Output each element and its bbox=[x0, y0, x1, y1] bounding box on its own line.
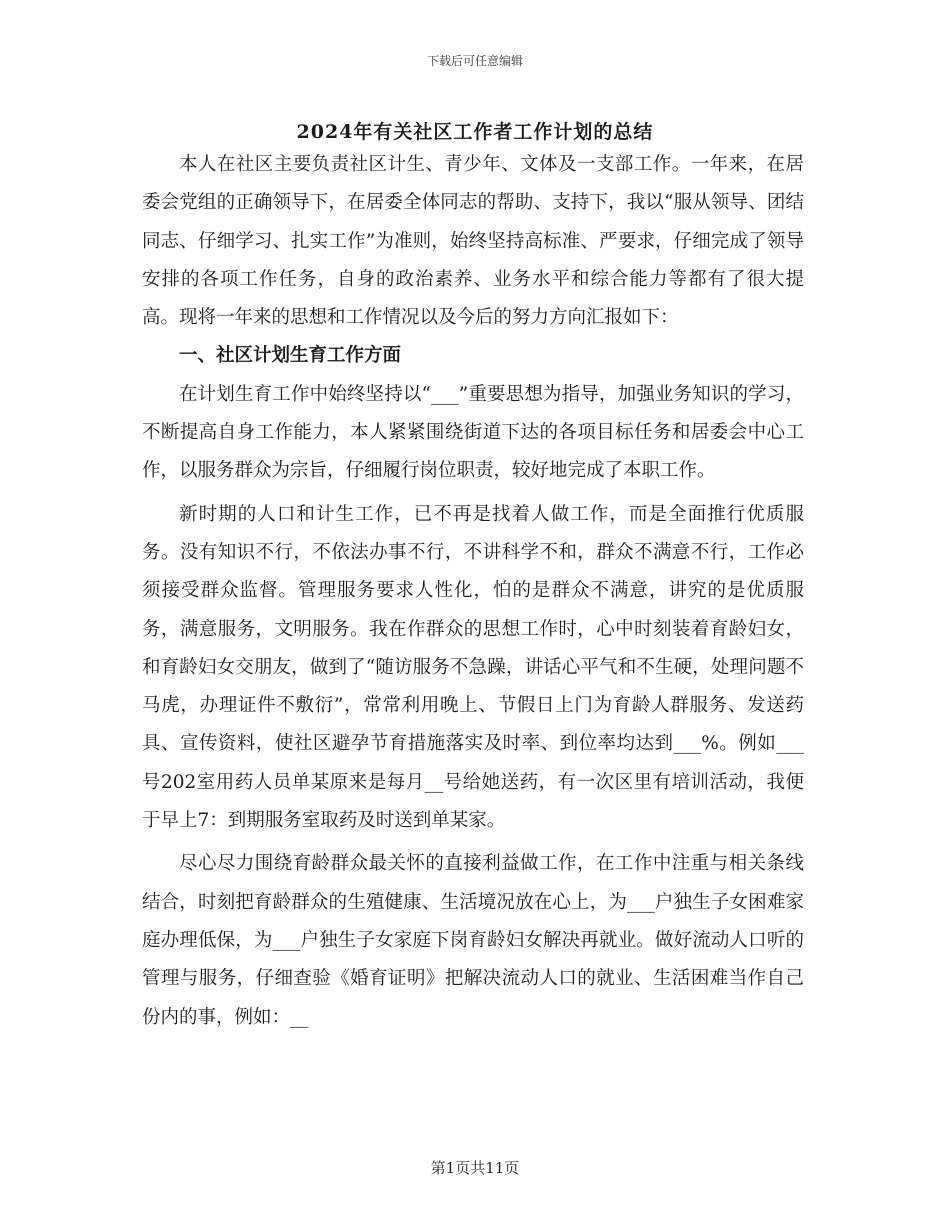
section-heading: 一、社区计划生育工作方面 bbox=[179, 345, 402, 367]
paragraph-3: 尽心尽力围绕育龄群众最关怀的直接利益做工作，在工作中注重与相关条线结合，时刻把育龄群众的生殖健康、生活境况放在心上，为___户独生子女困难家庭办理低保，为___户独生子女家庭下岗育龄妇女解决再就业。做好流动人口听的管理与服务，仔细查验《婚育证明》把解决流动人口的就业、生活困难当作自己份内的事，例如：__ bbox=[142, 853, 804, 1028]
paragraph-1: 在计划生育工作中始终坚持以“___”重要思想为指导，加强业务知识的学习，不断提高自身工作能力，本人紧紧围绕街道下达的各项目标任务和居委会中心工作，以服务群众为宗旨，仔细履行岗位职责，较好地完成了本职工作。 bbox=[142, 383, 804, 482]
paragraph-2: 新时期的人口和计生工作，已不再是找着人做工作，而是全面推行优质服务。没有知识不行，不依法办事不行，不讲科学不和，群众不满意不行，工作必须接受群众监督。管理服务要求人性化，怕的是群众不满意，讲究的是优质服务，满意服务，文明服务。我在作群众的思想工作时，心中时刻装着育龄妇女，和育龄妇女交朋友，做到了“随访服务不急躁，讲话心平气和不生硬，处理问题不马虎，办理证件不敷衍”，常常利用晚上、节假日上门为育龄人群服务、发送药具、宣传资料，使社区避孕节育措施落实及时率、到位率均达到___%。例如___号202室用药人员单某原来是每月__号给她送药，有一次区里有培训活动，我便于早上7：到期服务室取药及时送到单某家。 bbox=[142, 503, 804, 832]
paragraph-intro: 本人在社区主要负责社区计生、青少年、文体及一支部工作。一年来，在居委会党组的正确领导下，在居委全体同志的帮助、支持下，我以“服从领导、团结同志、仔细学习、扎实工作”为准则，始终坚持高标准、严要求，仔细完成了领导安排的各项工作任务，自身的政治素养、业务水平和综合能力等都有了很大提高。现将一年来的思想和工作情况以及今后的努力方向汇报如下： bbox=[142, 154, 804, 329]
document-body bbox=[142, 146, 804, 1042]
page-header: 下载后可任意编辑 bbox=[426, 54, 523, 68]
page-footer: 第1页共11页 bbox=[430, 1159, 520, 1177]
document-title: 2024年有关社区工作者工作计划的总结 bbox=[296, 121, 654, 143]
